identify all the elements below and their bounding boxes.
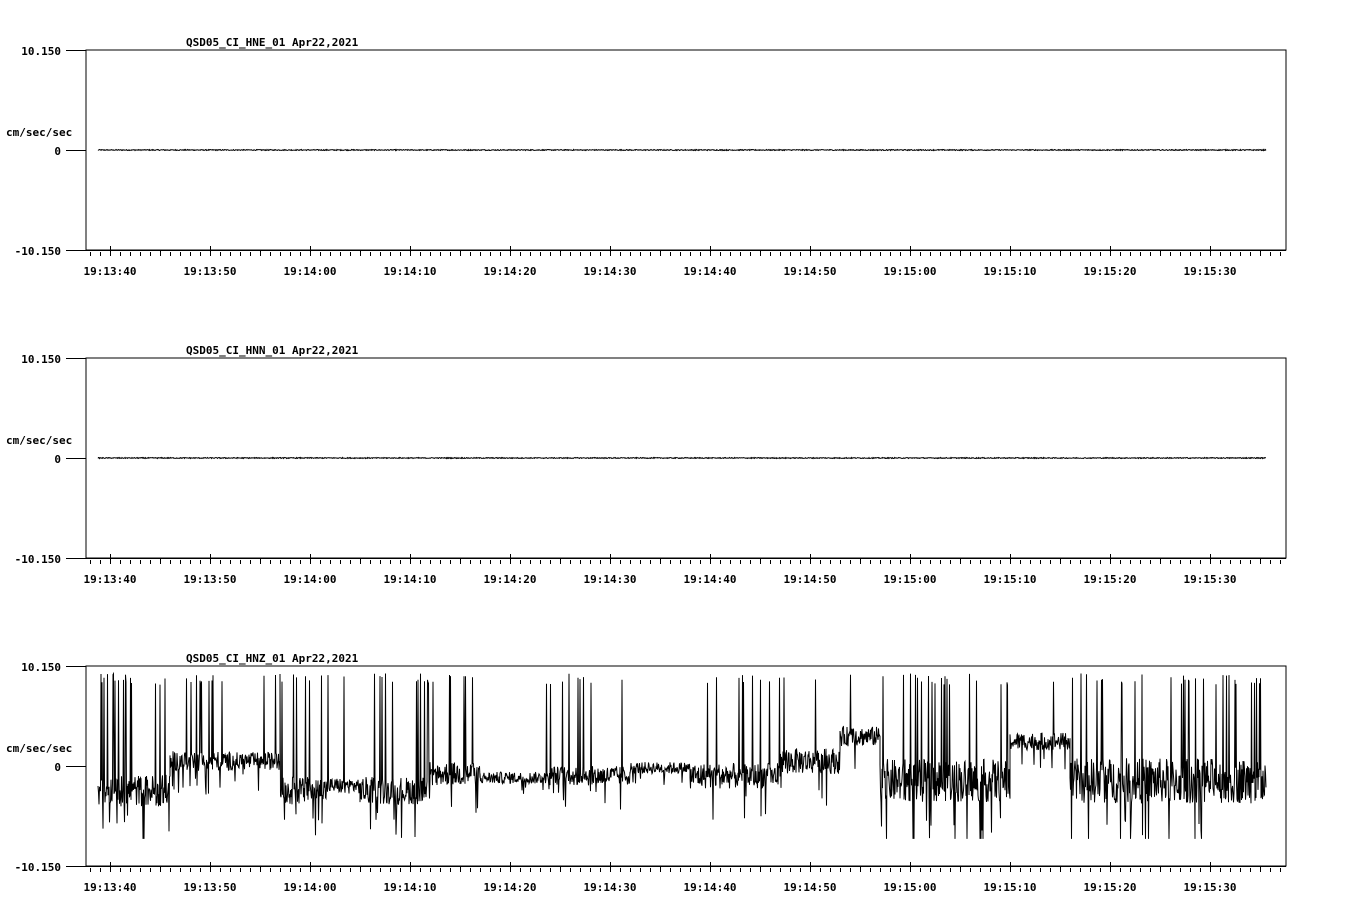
x-tick-label: 19:14:30 <box>583 573 637 586</box>
y-tick-label-min: -10.150 <box>14 245 61 258</box>
x-tick-label: 19:13:50 <box>183 881 237 894</box>
waveform-trace <box>98 458 1266 459</box>
y-axis-label: cm/sec/sec <box>6 434 73 447</box>
x-tick-label: 19:13:40 <box>83 265 137 278</box>
x-tick-label: 19:14:20 <box>483 573 537 586</box>
x-axis-tick-labels <box>84 881 1237 894</box>
x-axis-tick-labels <box>84 265 1237 278</box>
x-tick-label: 19:15:00 <box>883 265 937 278</box>
x-tick-label: 19:13:50 <box>183 573 237 586</box>
y-tick-label-zero: 0 <box>54 145 61 158</box>
x-axis-ticks <box>66 359 1286 565</box>
x-axis-tick-labels <box>84 573 1237 586</box>
x-tick-label: 19:15:20 <box>1083 573 1137 586</box>
x-tick-label: 19:14:50 <box>783 265 837 278</box>
x-tick-label: 19:15:30 <box>1183 265 1237 278</box>
y-tick-label-zero: 0 <box>54 761 61 774</box>
x-tick-label: 19:15:10 <box>983 881 1037 894</box>
y-tick-label-max: 10.150 <box>21 661 61 674</box>
y-tick-label-max: 10.150 <box>21 45 61 58</box>
x-tick-label: 19:14:50 <box>783 573 837 586</box>
x-tick-label: 19:15:10 <box>983 573 1037 586</box>
x-tick-label: 19:15:00 <box>883 881 937 894</box>
x-tick-label: 19:15:30 <box>1183 881 1237 894</box>
y-axis-label: cm/sec/sec <box>6 742 73 755</box>
y-tick-label-min: -10.150 <box>14 861 61 874</box>
x-tick-label: 19:14:00 <box>283 881 337 894</box>
y-axis-label: cm/sec/sec <box>6 126 73 139</box>
x-tick-label: 19:14:10 <box>383 881 437 894</box>
x-tick-label: 19:14:20 <box>483 881 537 894</box>
x-tick-label: 19:14:40 <box>683 265 737 278</box>
y-tick-label-min: -10.150 <box>14 553 61 566</box>
panel-title: QSD05_CI_HNZ_01 Apr22,2021 <box>186 652 359 665</box>
x-tick-label: 19:14:00 <box>283 573 337 586</box>
panel-hnz <box>6 652 1286 894</box>
x-tick-label: 19:14:50 <box>783 881 837 894</box>
x-tick-label: 19:14:20 <box>483 265 537 278</box>
x-tick-label: 19:13:50 <box>183 265 237 278</box>
x-tick-label: 19:15:20 <box>1083 881 1137 894</box>
panel-title: QSD05_CI_HNN_01 Apr22,2021 <box>186 344 359 357</box>
panel-title: QSD05_CI_HNE_01 Apr22,2021 <box>186 36 359 49</box>
x-tick-label: 19:15:30 <box>1183 573 1237 586</box>
panel-hne <box>6 36 1286 278</box>
x-tick-label: 19:14:40 <box>683 881 737 894</box>
x-tick-label: 19:15:10 <box>983 265 1037 278</box>
panel-hnn <box>6 344 1286 586</box>
x-tick-label: 19:15:20 <box>1083 265 1137 278</box>
y-tick-label-max: 10.150 <box>21 353 61 366</box>
x-tick-label: 19:14:10 <box>383 573 437 586</box>
waveform-trace <box>98 674 1266 839</box>
x-tick-label: 19:14:30 <box>583 881 637 894</box>
x-tick-label: 19:14:10 <box>383 265 437 278</box>
y-tick-label-zero: 0 <box>54 453 61 466</box>
x-tick-label: 19:13:40 <box>83 881 137 894</box>
x-tick-label: 19:15:00 <box>883 573 937 586</box>
x-axis-ticks <box>66 51 1286 257</box>
x-tick-label: 19:14:30 <box>583 265 637 278</box>
x-tick-label: 19:13:40 <box>83 573 137 586</box>
x-tick-label: 19:14:00 <box>283 265 337 278</box>
waveform-trace <box>98 150 1266 151</box>
x-tick-label: 19:14:40 <box>683 573 737 586</box>
